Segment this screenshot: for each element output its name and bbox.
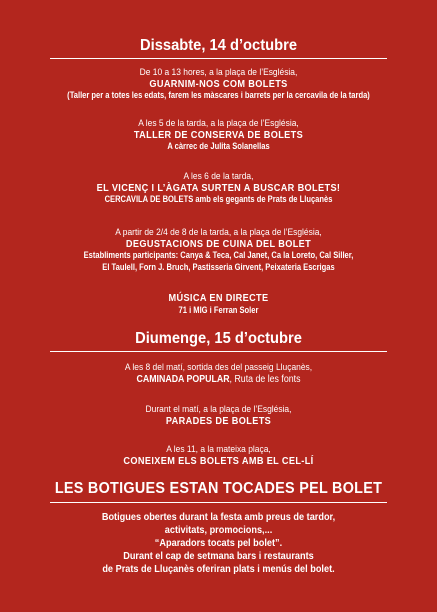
shops-line: activitats, promocions,...: [164, 525, 273, 536]
saturday-event-live-music: [0, 293, 437, 316]
shops-line: de Prats de Lluçanès oferiran plats i menús del bolet.: [102, 564, 335, 575]
saturday-event-tasting: [0, 227, 437, 273]
saturday-divider: [50, 58, 387, 59]
sunday-divider: [50, 351, 387, 352]
shops-headline: LES BOTIGUES ESTAN TOCADES PEL BOLET: [54, 480, 383, 497]
shops-divider: [50, 502, 387, 503]
event-time: A les 5 de la tarda, a la plaça de l’Església,: [138, 118, 299, 129]
sunday-title: Diumenge, 15 d’octubre: [135, 330, 302, 347]
event-time: A les 11, a la mateixa plaça,: [166, 444, 271, 455]
shops-line: Botigues obertes durant la festa amb preus de tardor,: [101, 512, 336, 523]
saturday-title: Dissabte, 14 d’octubre: [139, 37, 298, 54]
event-title-line: [26, 374, 411, 386]
event-time: A partir de 2/4 de 8 de la tarda, a la plaça de l’Església,: [115, 227, 322, 238]
shops-line: Durant el cap de setmana bars i restaurants: [123, 551, 314, 562]
event-title: EL VICENÇ I L’ÀGATA SURTEN A BUSCAR BOLETS!: [96, 182, 341, 194]
saturday-event-preserve-workshop: [0, 118, 437, 153]
event-detail: Establiments participants: Canya & Teca, Cal Janet, Ca la Loreto, Cal Siller,: [83, 250, 354, 260]
shops-text: [0, 511, 437, 576]
saturday-event-parade: [0, 171, 437, 206]
sunday-event-stalls: [0, 404, 437, 427]
event-detail: CERCAVILA DE BOLETS amb els gegants de Prats de Lluçanès: [104, 194, 333, 204]
event-title: CAMINADA POPULAR: [136, 373, 230, 385]
event-detail: (Taller per a totes les edats, farem les màscares i barrets per la cercavila de la tarda): [67, 90, 370, 100]
event-title: PARADES DE BOLETS: [165, 415, 272, 427]
sunday-event-hike: [0, 362, 437, 385]
shops-line: “Aparadors tocats pel bolet”.: [154, 538, 283, 549]
event-detail: 71 i MIG i Ferran Soler: [178, 304, 259, 315]
event-detail: A càrrec de Julita Solanellas: [167, 141, 270, 151]
event-time: Durant el matí, a la plaça de l’Església,: [145, 404, 292, 415]
event-time: A les 8 del matí, sortida des del passeig Lluçanès,: [124, 362, 313, 373]
event-title: MÚSICA EN DIRECTE: [168, 293, 269, 304]
event-title-rest: , Ruta de les fonts: [229, 373, 301, 385]
event-title: DEGUSTACIONS DE CUINA DEL BOLET: [125, 238, 312, 250]
event-title: TALLER DE CONSERVA DE BOLETS: [133, 129, 304, 141]
event-title: CONEIXEM ELS BOLETS AMB EL CEL-LÍ: [123, 455, 314, 467]
event-time: De 10 a 13 hores, a la plaça de l’Església,: [139, 67, 298, 78]
event-time: A les 6 de la tarda,: [183, 171, 254, 182]
event-detail: El Taulell, Forn J. Bruch, Pastisseria Girvent, Peixateria Escrigas: [102, 261, 335, 272]
event-title: GUARNIM-NOS COM BOLETS: [149, 78, 288, 90]
sunday-event-learn-mushrooms: [0, 444, 437, 467]
saturday-event-workshop-masks: [0, 67, 437, 102]
